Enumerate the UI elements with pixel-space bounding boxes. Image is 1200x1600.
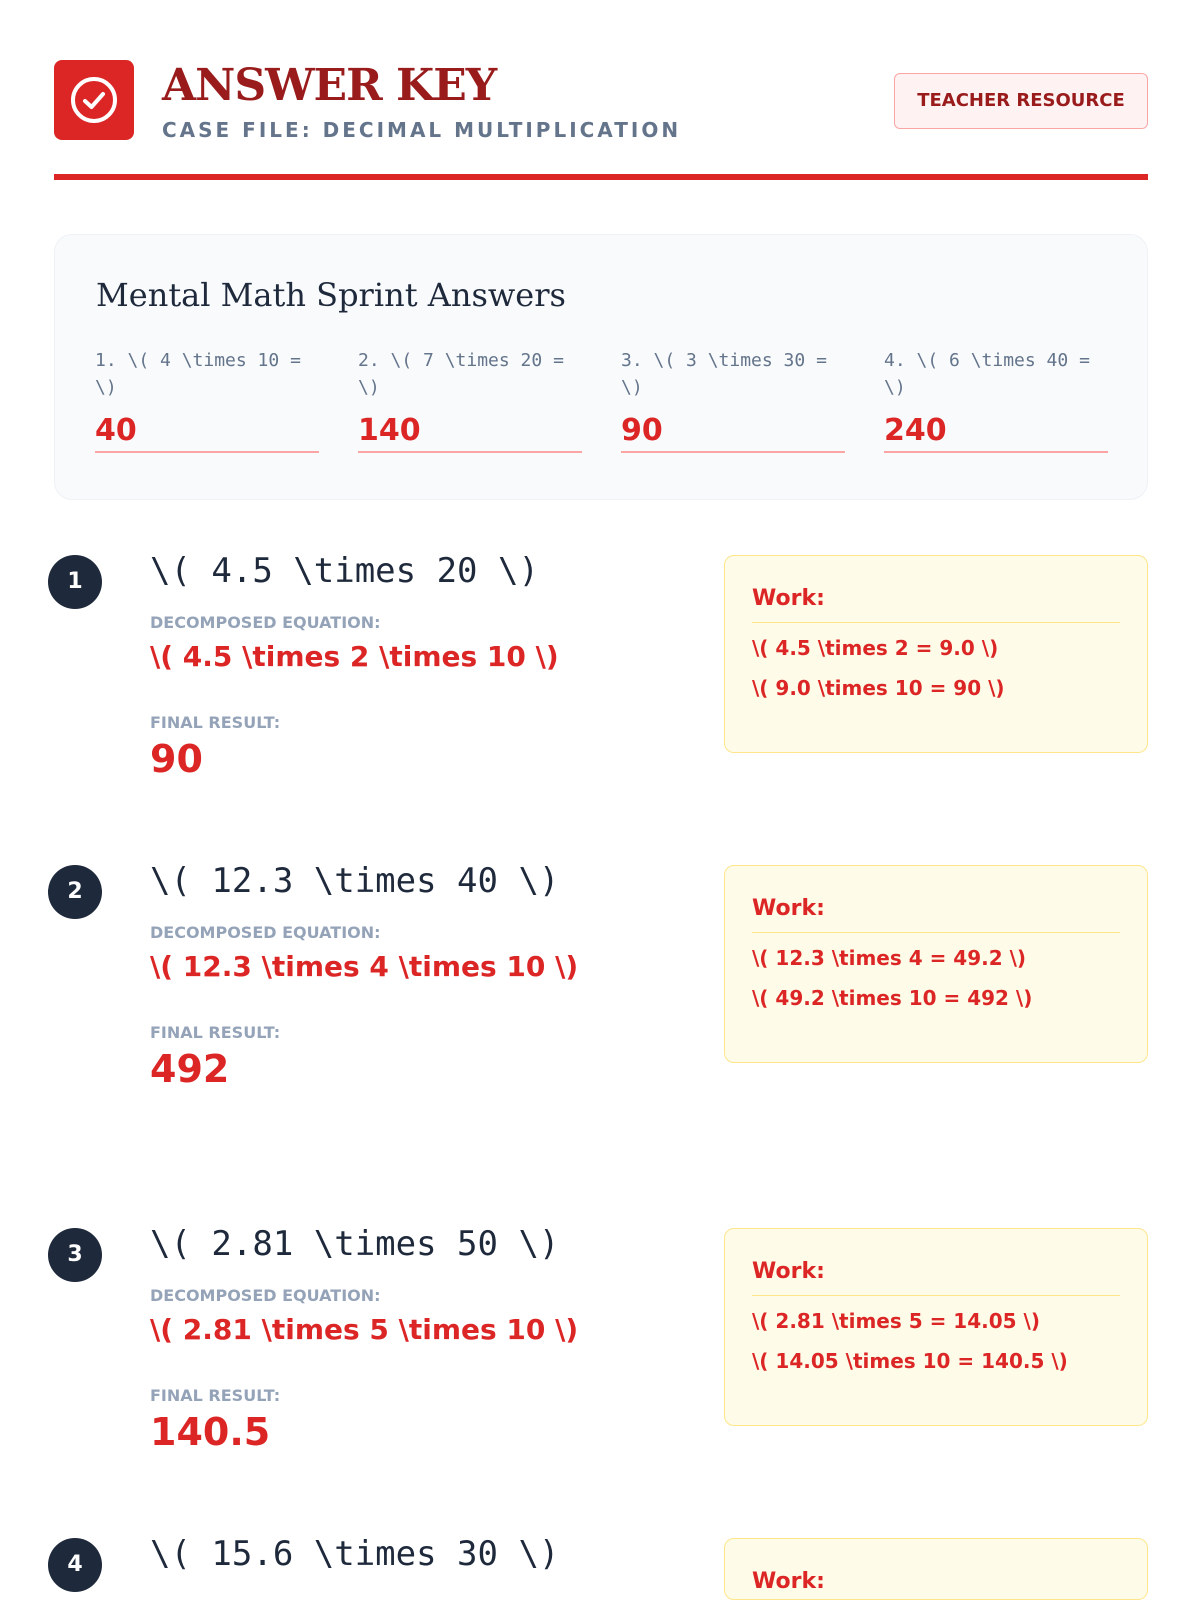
sprint-question: 1. \( 4 \times 10 = \)	[95, 350, 301, 398]
header-divider	[54, 174, 1148, 180]
problem-number: 2	[48, 865, 102, 919]
work-title: Work:	[752, 894, 1120, 933]
sprint-item	[95, 347, 319, 453]
work-title: Work:	[752, 1569, 825, 1594]
work-title: Work:	[752, 584, 1120, 623]
final-result: 140.5	[150, 1410, 271, 1454]
problem-expression: \( 15.6 \times 30 \)	[150, 1534, 560, 1574]
problem-item	[48, 551, 1148, 781]
sprint-title: Mental Math Sprint Answers	[96, 276, 566, 314]
work-title: Work:	[752, 1257, 1120, 1296]
mental-math-sprint-card	[54, 234, 1148, 500]
decomposed-equation: \( 4.5 \times 2 \times 10 \)	[150, 640, 559, 673]
final-result-label: FINAL RESULT:	[150, 713, 281, 732]
work-line: \( 12.3 \times 4 = 49.2 \)	[752, 946, 1027, 970]
decomposed-label: DECOMPOSED EQUATION:	[150, 923, 381, 942]
final-result-label: FINAL RESULT:	[150, 1386, 281, 1405]
problem-expression: \( 12.3 \times 40 \)	[150, 861, 560, 901]
sprint-question: 4. \( 6 \times 40 = \)	[884, 350, 1090, 398]
logo	[54, 60, 134, 140]
sprint-question: 2. \( 7 \times 20 = \)	[358, 350, 564, 398]
sprint-answer: 90	[621, 413, 845, 453]
decomposed-equation: \( 12.3 \times 4 \times 10 \)	[150, 950, 579, 983]
sprint-item	[884, 347, 1108, 453]
work-box	[724, 865, 1148, 1063]
problem-item	[48, 1534, 1148, 1600]
problem-item	[48, 1224, 1148, 1454]
sprint-item	[358, 347, 582, 453]
check-circle-icon	[68, 74, 120, 126]
work-box	[724, 1538, 1148, 1600]
work-line: \( 49.2 \times 10 = 492 \)	[752, 986, 1033, 1010]
page-title: ANSWER KEY	[162, 60, 497, 111]
teacher-resource-badge: TEACHER RESOURCE	[894, 73, 1148, 129]
final-result-label: FINAL RESULT:	[150, 1023, 281, 1042]
problem-number: 3	[48, 1228, 102, 1282]
work-box	[724, 555, 1148, 753]
problem-number: 1	[48, 555, 102, 609]
final-result: 90	[150, 737, 203, 781]
decomposed-equation: \( 2.81 \times 5 \times 10 \)	[150, 1313, 579, 1346]
sprint-item	[621, 347, 845, 453]
sprint-answer: 140	[358, 413, 582, 453]
work-box	[724, 1228, 1148, 1426]
final-result: 492	[150, 1047, 230, 1091]
problem-number: 4	[48, 1538, 102, 1592]
sprint-question: 3. \( 3 \times 30 = \)	[621, 350, 827, 398]
page-subtitle: CASE FILE: DECIMAL MULTIPLICATION	[162, 118, 682, 142]
problem-item	[48, 861, 1148, 1091]
page-header	[54, 60, 1148, 182]
problem-expression: \( 2.81 \times 50 \)	[150, 1224, 560, 1264]
work-line: \( 2.81 \times 5 = 14.05 \)	[752, 1309, 1040, 1333]
sprint-answer: 40	[95, 413, 319, 453]
decomposed-label: DECOMPOSED EQUATION:	[150, 613, 381, 632]
work-line: \( 9.0 \times 10 = 90 \)	[752, 676, 1005, 700]
sprint-answer: 240	[884, 413, 1108, 453]
work-line: \( 4.5 \times 2 = 9.0 \)	[752, 636, 999, 660]
problem-expression: \( 4.5 \times 20 \)	[150, 551, 539, 591]
work-line: \( 14.05 \times 10 = 140.5 \)	[752, 1349, 1068, 1373]
decomposed-label: DECOMPOSED EQUATION:	[150, 1286, 381, 1305]
